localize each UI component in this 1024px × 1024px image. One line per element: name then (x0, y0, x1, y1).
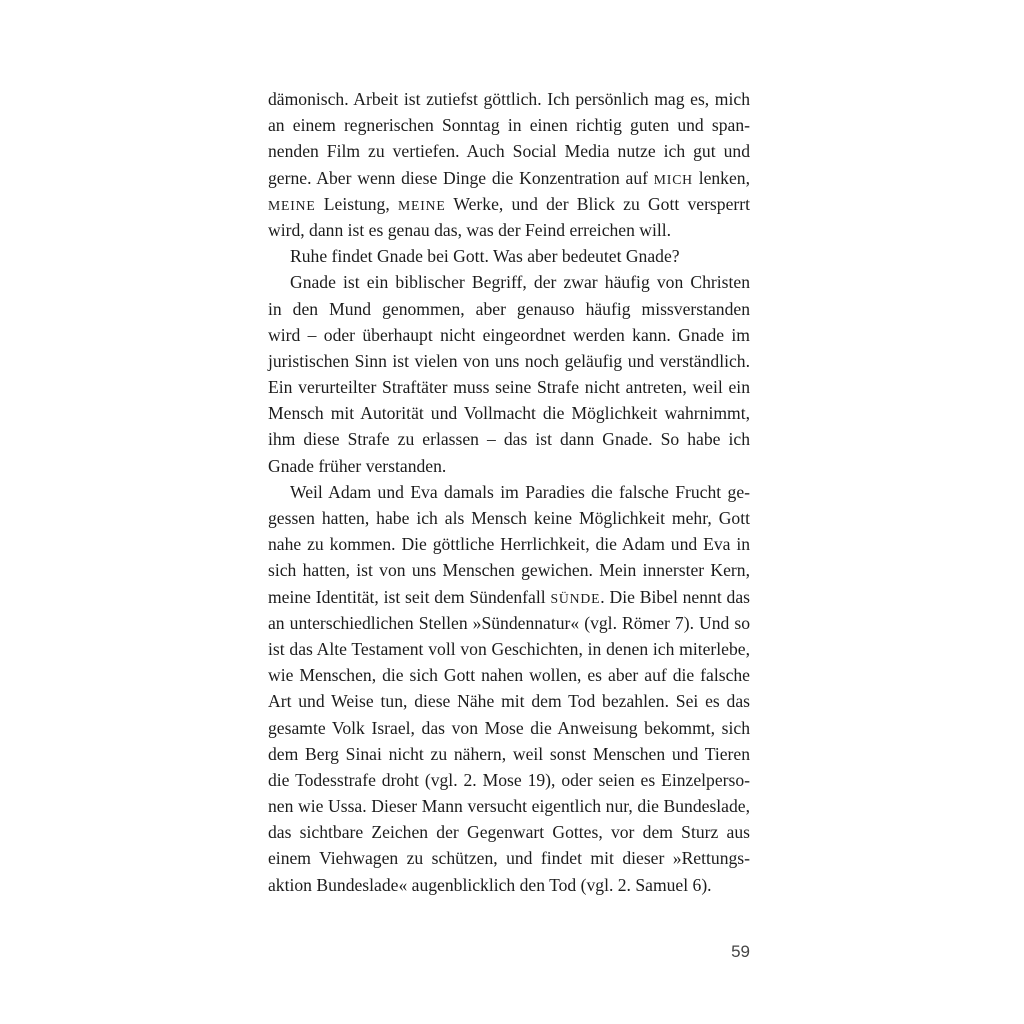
text-run: lenken, (692, 167, 750, 188)
small-caps-emphasis: MICH (653, 171, 693, 187)
text-line: Gnade ist ein biblischer Begriff, der zwar häufig von Christen (290, 272, 750, 293)
text-line: dämonisch. Arbeit ist zutiefst göttlich. Ich persönlich mag es, mich (268, 89, 750, 109)
text-line: ist das Alte Testament voll von Geschichten, in denen ich miterlebe, (268, 638, 750, 659)
small-caps-emphasis: MEINE (268, 197, 316, 213)
text-line: Ein verurteilter Straftäter muss seine Strafe nicht antreten, weil ein (268, 377, 750, 398)
body-text (268, 86, 750, 898)
text-line: die Todesstrafe droht (vgl. 2. Mose 19), oder seien es Einzelperso- (268, 769, 750, 790)
text-line: dem Berg Sinai nicht zu nähern, weil sonst Menschen und Tieren (268, 743, 750, 764)
text-line: gessen hatten, habe ich als Mensch keine Möglichkeit mehr, Gott (268, 508, 750, 528)
text-line: wie Menschen, die sich Gott nahen wollen, es aber auf die falsche (268, 665, 750, 686)
text-line: Weil Adam und Eva damals im Paradies die falsche Frucht ge- (290, 481, 750, 502)
text-run: gerne. Aber wenn diese Dinge die Konzentration auf (268, 167, 654, 188)
text-line: Mensch mit Autorität und Vollmacht die Möglichkeit wahrnimmt, (268, 403, 750, 424)
text-line: nahe zu kommen. Die göttliche Herrlichkeit, die Adam und Eva in (268, 534, 750, 555)
text-line: nenden Film zu vertiefen. Auch Social Media nutze ich gut und (268, 141, 750, 162)
text-line: Gnade früher verstanden. (268, 455, 447, 476)
text-line: aktion Bundeslade« augenblicklich den Tod (vgl. 2. Samuel 6). (268, 874, 712, 895)
text-line (268, 165, 750, 191)
text-line: in den Mund genommen, aber genauso häufig missverstanden (268, 298, 750, 319)
text-line: ihm diese Strafe zu erlassen – das ist dann Gnade. So habe ich (268, 429, 750, 450)
text-line: Art und Weise tun, diese Nähe mit dem Tod bezahlen. Sei es das (268, 691, 750, 712)
text-line: juristischen Sinn ist vielen von uns noch geläufig und verständlich. (268, 350, 750, 371)
text-line: nen wie Ussa. Dieser Mann versucht eigentlich nur, die Bundeslade, (268, 796, 750, 817)
text-line: wird – oder überhaupt nicht eingeordnet werden kann. Gnade im (268, 324, 750, 345)
text-line (268, 584, 750, 610)
text-run: meine Identität, ist seit dem Sündenfall (268, 586, 551, 607)
text-line: einem Viehwagen zu schützen, und findet mit dieser »Rettungs- (268, 848, 750, 869)
text-line: wird, dann ist es genau das, was der Feind erreichen will. (268, 219, 672, 240)
text-run: Leistung, (315, 193, 398, 214)
text-line: gesamte Volk Israel, das von Mose die Anweisung bekommt, sich (268, 717, 750, 738)
text-line: an unterschiedlichen Stellen »Sündennatur« (vgl. Römer 7). Und so (268, 612, 750, 633)
text-line: sich hatten, ist von uns Menschen gewichen. Mein innerster Kern, (268, 560, 750, 581)
text-line (268, 191, 750, 217)
small-caps-emphasis: MEINE (397, 197, 446, 213)
page-number: 59 (731, 942, 750, 961)
text-run: Werke, und der Blick zu Gott versperrt (445, 193, 750, 214)
small-caps-emphasis: SÜNDE (550, 590, 601, 606)
text-run: . Die Bibel nennt das (600, 586, 750, 607)
text-line: an einem regnerischen Sonntag in einen richtig guten und span- (268, 115, 750, 136)
text-line: das sichtbare Zeichen der Gegenwart Gottes, vor dem Sturz aus (268, 822, 750, 843)
text-line: Ruhe findet Gnade bei Gott. Was aber bedeutet Gnade? (290, 246, 680, 267)
